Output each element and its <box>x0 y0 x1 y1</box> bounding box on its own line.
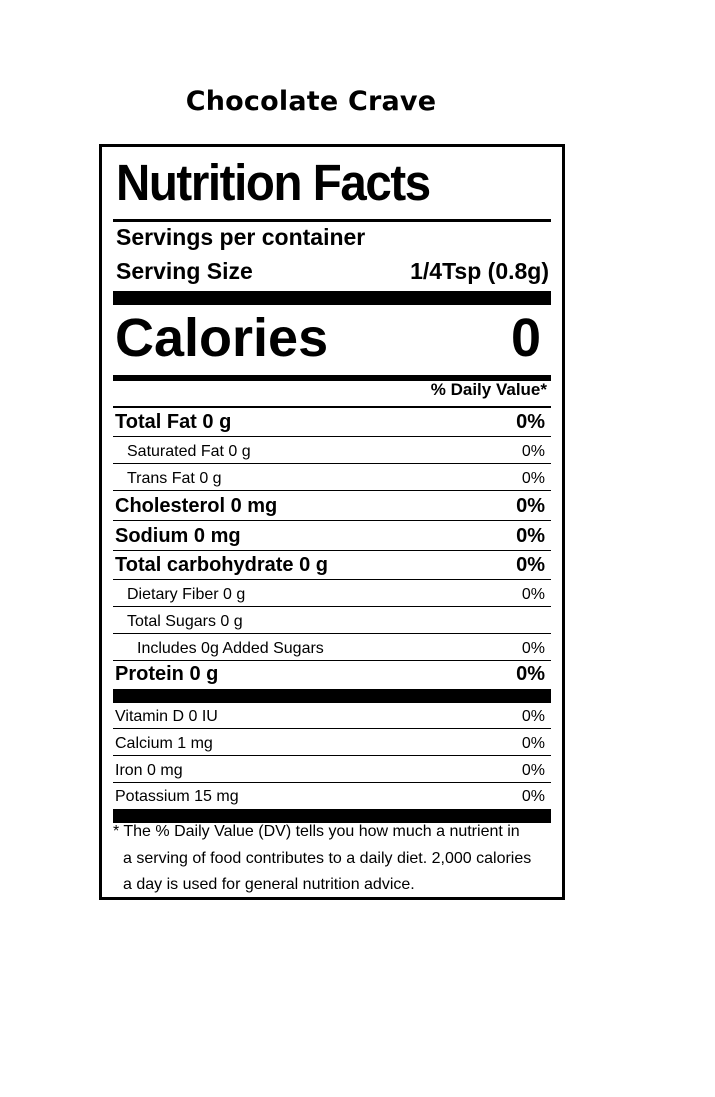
nutrient-dv: 0% <box>521 470 545 487</box>
footnote-line: * The % Daily Value (DV) tells you how much a nutrient in <box>113 823 520 840</box>
nutrient-name: Cholesterol 0 mg <box>115 495 278 517</box>
footnote-line: a day is used for general nutrition advice. <box>123 876 415 893</box>
nutrient-name: Includes 0g Added Sugars <box>137 640 324 657</box>
nutrient-dv: 0% <box>521 640 545 657</box>
vitamin-dv: 0% <box>521 735 545 752</box>
product-title: Chocolate Crave <box>185 86 437 117</box>
vitamin-dv: 0% <box>521 708 545 725</box>
nutrient-dv: 0% <box>521 586 545 603</box>
nutrient-row-total-sugars <box>113 607 551 634</box>
nutrient-dv: 0% <box>516 525 545 547</box>
vitamin-name: Calcium 1 mg <box>115 735 213 752</box>
nutrient-row-added-sugars <box>113 634 551 661</box>
nutrient-dv: 0% <box>521 443 545 460</box>
serving-size-value: 1/4Tsp (0.8g) <box>410 258 549 284</box>
nutrient-row-dietary-fiber <box>113 580 551 607</box>
nutrient-name: Trans Fat 0 g <box>127 470 222 487</box>
nutrient-row-sodium <box>113 521 551 551</box>
vitamin-dv: 0% <box>521 762 545 779</box>
nutrient-name: Total Sugars 0 g <box>127 613 243 630</box>
thick-rule-top <box>113 291 551 305</box>
nutrient-name: Dietary Fiber 0 g <box>127 586 246 603</box>
vitamin-row-potassium <box>113 783 551 809</box>
nutrient-name: Sodium 0 mg <box>115 525 241 547</box>
nutrient-dv: 0% <box>516 554 545 576</box>
nutrient-dv: 0% <box>516 411 545 433</box>
nutrition-facts-panel <box>99 144 565 900</box>
nutrient-name: Total Fat 0 g <box>115 411 232 433</box>
nutrient-row-total-fat <box>113 409 551 437</box>
calories-value: 0 <box>510 308 541 368</box>
nutrient-name: Protein 0 g <box>115 663 219 685</box>
vitamin-row-vitamin-d <box>113 703 551 729</box>
servings-per-container-label: Servings per container <box>116 224 366 250</box>
nutrient-row-total-carbohydrate <box>113 551 551 580</box>
panel-title: Nutrition Facts <box>116 154 430 211</box>
serving-size-label: Serving Size <box>116 258 253 284</box>
dv-header-rule <box>113 406 551 408</box>
title-rule <box>113 219 551 222</box>
vitamin-row-iron <box>113 756 551 783</box>
daily-value-header: % Daily Value* <box>430 380 547 399</box>
vitamin-dv: 0% <box>521 788 545 805</box>
vitamin-row-calcium <box>113 729 551 756</box>
nutrient-row-saturated-fat <box>113 437 551 464</box>
nutrient-dv: 0% <box>516 495 545 517</box>
calories-label: Calories <box>115 308 329 368</box>
vitamin-name: Potassium 15 mg <box>115 788 239 805</box>
nutrient-name: Total carbohydrate 0 g <box>115 554 329 576</box>
vitamin-name: Vitamin D 0 IU <box>115 708 218 725</box>
thick-rule-vitamins <box>113 689 551 703</box>
nutrient-row-protein <box>113 661 551 689</box>
vitamin-name: Iron 0 mg <box>115 762 183 779</box>
nutrient-row-trans-fat <box>113 464 551 491</box>
footnote-line: a serving of food contributes to a daily diet. 2,000 calories <box>123 849 532 867</box>
nutrient-name: Saturated Fat 0 g <box>127 443 251 460</box>
nutrient-row-cholesterol <box>113 491 551 521</box>
nutrient-dv: 0% <box>516 663 545 685</box>
daily-value-footnote <box>113 819 557 899</box>
